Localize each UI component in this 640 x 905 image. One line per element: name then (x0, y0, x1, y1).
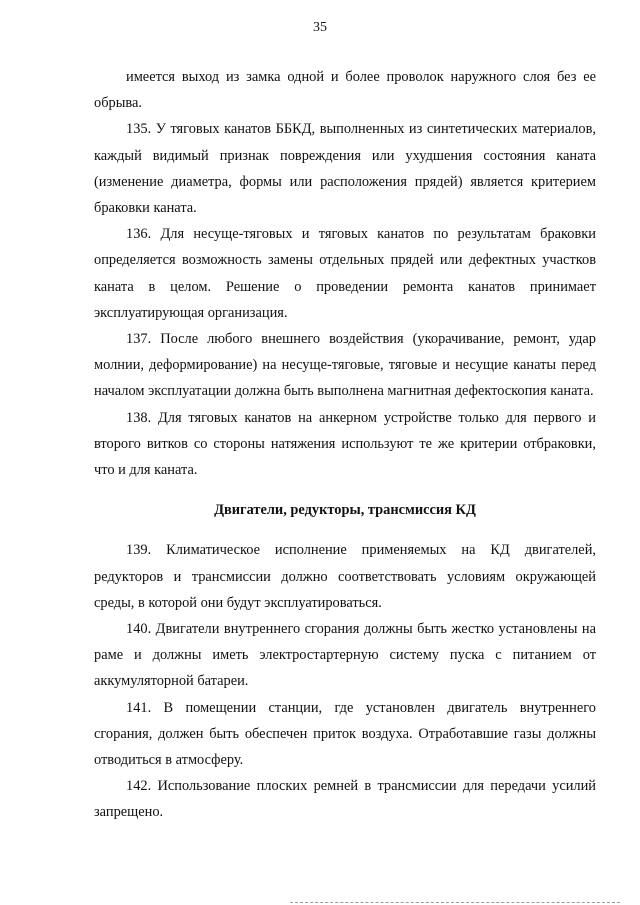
paragraph-136: 136. Для несуще-тяговых и тяговых канатов по результатам браковки определяется возможность замены отдельных прядей или дефектных участков каната в целом. Решение о проведении ремонта канатов принимает эксплуатирующая организация. (94, 226, 596, 321)
section-heading: Двигатели, редукторы, трансмиссия КД (214, 502, 476, 519)
paragraph-142: 142. Использование плоских ремней в трансмиссии для передачи усилий запрещено. (94, 778, 596, 821)
paragraph-139: 139. Климатическое исполнение применяемых на КД двигателей, редукторов и трансмиссии должно соответствовать условиям окружающей среды, в которой они будут эксплуатироваться. (94, 542, 596, 611)
paragraph-141: 141. В помещении станции, где установлен двигатель внутреннего сгорания, должен быть обеспечен приток воздуха. Отработавшие газы должны отводиться в атмосферу. (94, 699, 596, 769)
paragraph-138: 138. Для тяговых канатов на анкерном устройстве только для первого и второго витков со стороны натяжения используют те же критерии отбраковки, что и для каната. (94, 409, 596, 479)
document-body (94, 64, 596, 826)
paragraph-137: 137. После любого внешнего воздействия (укорачивание, ремонт, удар молнии, деформирование) на несуще-тяговые, тяговые и несущие канаты перед началом эксплуатации должна быть выполнена магнитная дефектоскопия каната. (94, 331, 596, 400)
scan-edge-line (290, 902, 620, 903)
paragraph-continuation: имеется выход из замка одной и более проволок наружного слоя без ее обрыва. (94, 69, 596, 112)
paragraph-135: 135. У тяговых канатов ББКД, выполненных из синтетических материалов, каждый видимый признак повреждения или ухудшения состояния каната (изменение диаметра, формы или расположения прядей) является критерием браковки каната. (94, 121, 596, 217)
page-number: 35 (313, 20, 327, 35)
paragraph-140: 140. Двигатели внутреннего сгорания должны быть жестко установлены на раме и должны иметь электростартерную систему пуска с питанием от аккумуляторной батареи. (94, 621, 596, 690)
